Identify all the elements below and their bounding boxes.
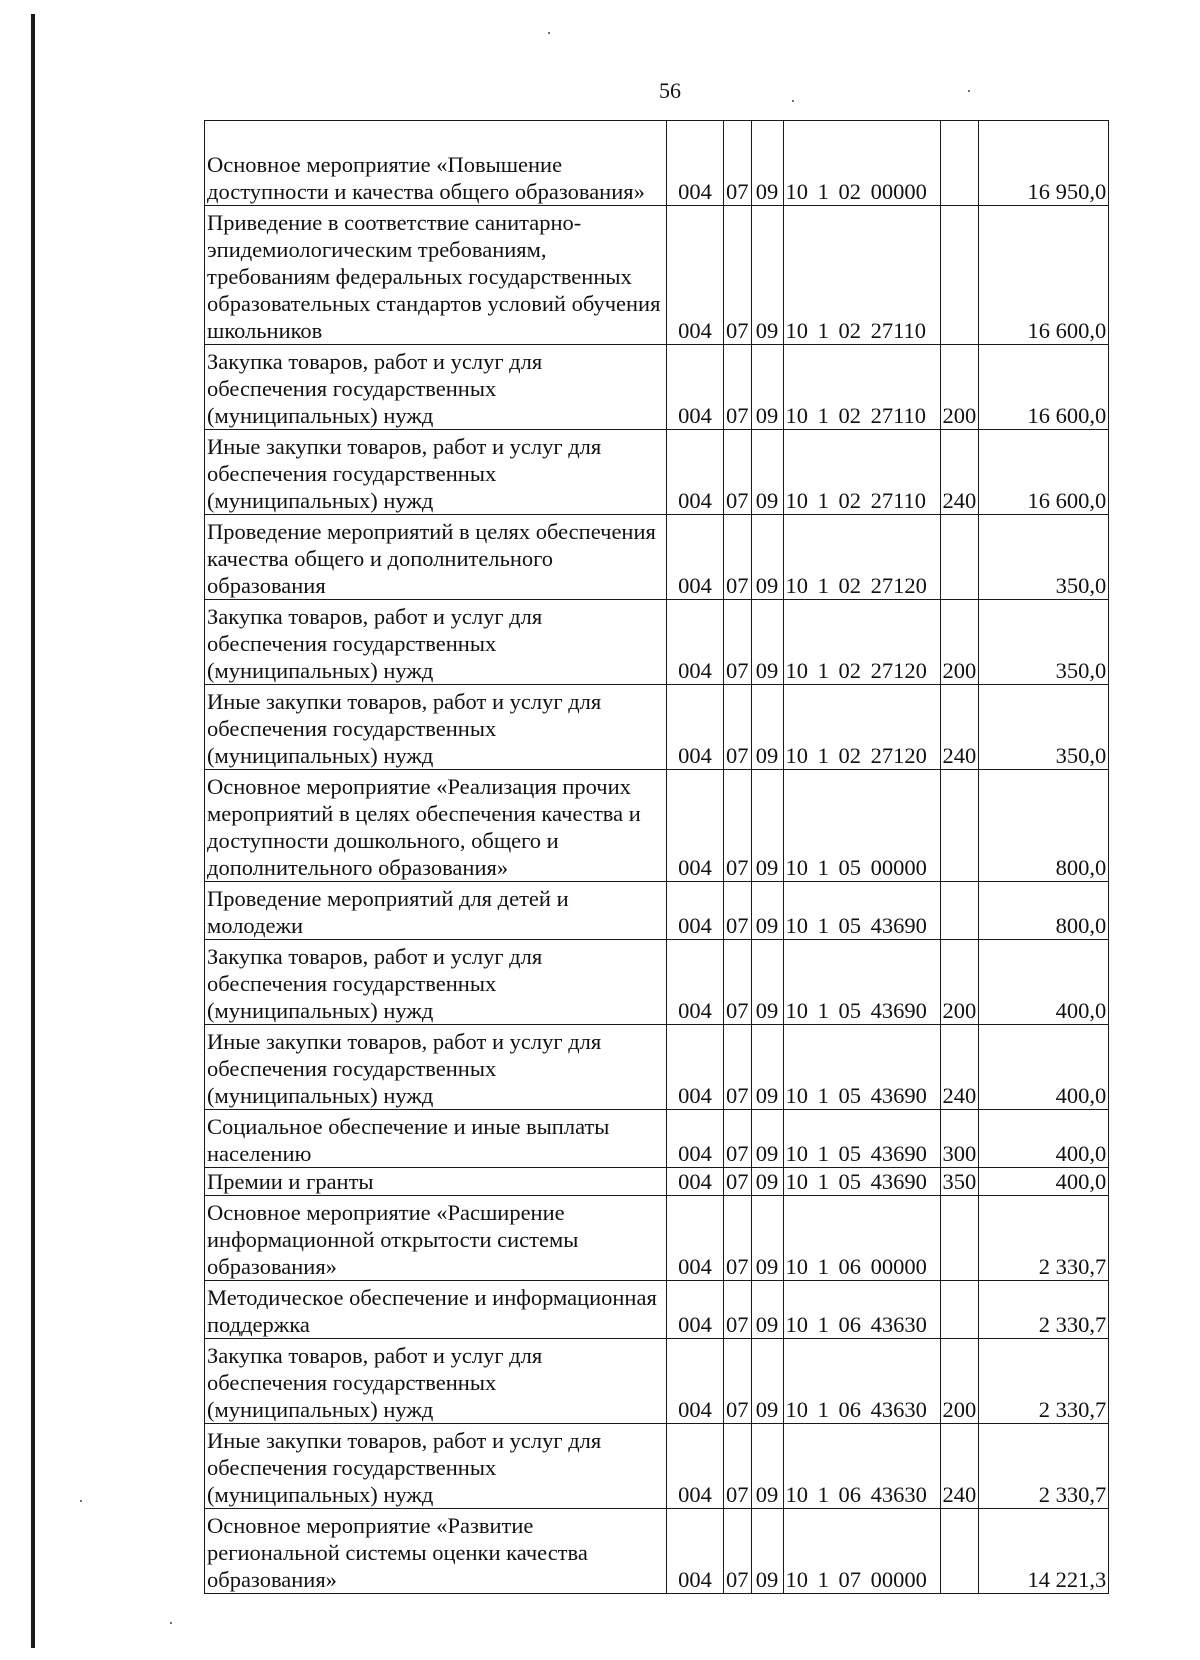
section-code: 07 [724, 1168, 752, 1196]
expense-type-code: 240 [940, 685, 979, 770]
table-row [205, 1339, 1109, 1424]
target-item-code: 10 1 05 43690 [783, 1110, 940, 1168]
section-code: 07 [724, 345, 752, 430]
amount: 350,0 [979, 600, 1109, 685]
row-name: Основное мероприятие «Расширение информационной открытости системы образования» [205, 1196, 667, 1281]
expense-type-code: 240 [940, 1025, 979, 1110]
expense-type-code [940, 770, 979, 882]
target-item-code: 10 1 05 43690 [783, 1025, 940, 1110]
section-code: 07 [724, 940, 752, 1025]
amount: 14 221,3 [979, 1509, 1109, 1594]
amount: 350,0 [979, 685, 1109, 770]
target-item-code: 10 1 05 43690 [783, 882, 940, 940]
section-code: 07 [724, 882, 752, 940]
amount: 800,0 [979, 882, 1109, 940]
grbs-code: 004 [667, 121, 724, 206]
amount: 16 600,0 [979, 206, 1109, 345]
target-item-code: 10 1 02 27120 [783, 600, 940, 685]
subsection-code: 09 [751, 1281, 783, 1339]
table-row [205, 430, 1109, 515]
target-item-code: 10 1 06 00000 [783, 1196, 940, 1281]
section-code: 07 [724, 1509, 752, 1594]
grbs-code: 004 [667, 430, 724, 515]
target-item-code: 10 1 06 43630 [783, 1339, 940, 1424]
amount: 16 950,0 [979, 121, 1109, 206]
row-name: Закупка товаров, работ и услуг для обеспечения государственных (муниципальных) нужд [205, 1339, 667, 1424]
target-item-code: 10 1 02 27110 [783, 345, 940, 430]
grbs-code: 004 [667, 1424, 724, 1509]
target-item-code: 10 1 02 27120 [783, 685, 940, 770]
amount: 350,0 [979, 515, 1109, 600]
table-row [205, 600, 1109, 685]
amount: 16 600,0 [979, 430, 1109, 515]
table-row [205, 1281, 1109, 1339]
expense-type-code: 200 [940, 940, 979, 1025]
target-item-code: 10 1 06 43630 [783, 1424, 940, 1509]
subsection-code: 09 [751, 1424, 783, 1509]
section-code: 07 [724, 1110, 752, 1168]
section-code: 07 [724, 685, 752, 770]
grbs-code: 004 [667, 1281, 724, 1339]
subsection-code: 09 [751, 882, 783, 940]
expense-type-code [940, 121, 979, 206]
table-row [205, 345, 1109, 430]
amount: 800,0 [979, 770, 1109, 882]
row-name: Основное мероприятие «Повышение доступности и качества общего образования» [205, 121, 667, 206]
grbs-code: 004 [667, 515, 724, 600]
row-name: Основное мероприятие «Развитие региональной системы оценки качества образования» [205, 1509, 667, 1594]
target-item-code: 10 1 02 00000 [783, 121, 940, 206]
page-number: 56 [659, 78, 681, 103]
subsection-code: 09 [751, 1196, 783, 1281]
row-name: Проведение мероприятий для детей и молодежи [205, 882, 667, 940]
subsection-code: 09 [751, 685, 783, 770]
table-row [205, 121, 1109, 206]
amount: 400,0 [979, 1168, 1109, 1196]
expense-type-code: 200 [940, 345, 979, 430]
amount: 400,0 [979, 1025, 1109, 1110]
table-row [205, 1168, 1109, 1196]
grbs-code: 004 [667, 1509, 724, 1594]
expense-type-code [940, 206, 979, 345]
amount: 16 600,0 [979, 345, 1109, 430]
scan-speck [170, 1622, 172, 1624]
row-name: Иные закупки товаров, работ и услуг для обеспечения государственных (муниципальных) нужд [205, 1025, 667, 1110]
target-item-code: 10 1 05 43690 [783, 1168, 940, 1196]
budget-table [204, 120, 1109, 1594]
table-row [205, 1509, 1109, 1594]
row-name: Иные закупки товаров, работ и услуг для обеспечения государственных (муниципальных) нужд [205, 1424, 667, 1509]
row-name: Закупка товаров, работ и услуг для обеспечения государственных (муниципальных) нужд [205, 940, 667, 1025]
amount: 400,0 [979, 940, 1109, 1025]
target-item-code: 10 1 05 43690 [783, 940, 940, 1025]
section-code: 07 [724, 515, 752, 600]
grbs-code: 004 [667, 206, 724, 345]
subsection-code: 09 [751, 430, 783, 515]
table-row [205, 882, 1109, 940]
subsection-code: 09 [751, 770, 783, 882]
grbs-code: 004 [667, 770, 724, 882]
row-name: Социальное обеспечение и иные выплаты населению [205, 1110, 667, 1168]
row-name: Иные закупки товаров, работ и услуг для обеспечения государственных (муниципальных) нужд [205, 430, 667, 515]
row-name: Методическое обеспечение и информационная поддержка [205, 1281, 667, 1339]
scan-speck [548, 32, 550, 34]
page-binding-edge [31, 14, 35, 1648]
subsection-code: 09 [751, 1110, 783, 1168]
expense-type-code [940, 882, 979, 940]
target-item-code: 10 1 06 43630 [783, 1281, 940, 1339]
expense-type-code [940, 1196, 979, 1281]
table-row [205, 1025, 1109, 1110]
row-name: Проведение мероприятий в целях обеспечения качества общего и дополнительного образования [205, 515, 667, 600]
section-code: 07 [724, 1025, 752, 1110]
target-item-code: 10 1 02 27110 [783, 430, 940, 515]
grbs-code: 004 [667, 1168, 724, 1196]
section-code: 07 [724, 770, 752, 882]
section-code: 07 [724, 1339, 752, 1424]
section-code: 07 [724, 1281, 752, 1339]
scan-speck [80, 1500, 82, 1502]
row-name: Приведение в соответствие санитарно-эпидемиологическим требованиям, требованиям федеральных государственных образовательных стандартов условий обучения школьников [205, 206, 667, 345]
subsection-code: 09 [751, 1339, 783, 1424]
target-item-code: 10 1 07 00000 [783, 1509, 940, 1594]
grbs-code: 004 [667, 1025, 724, 1110]
expense-type-code [940, 515, 979, 600]
subsection-code: 09 [751, 206, 783, 345]
subsection-code: 09 [751, 600, 783, 685]
amount: 2 330,7 [979, 1424, 1109, 1509]
subsection-code: 09 [751, 515, 783, 600]
row-name: Закупка товаров, работ и услуг для обеспечения государственных (муниципальных) нужд [205, 600, 667, 685]
target-item-code: 10 1 02 27110 [783, 206, 940, 345]
expense-type-code: 240 [940, 430, 979, 515]
expense-type-code: 200 [940, 1339, 979, 1424]
grbs-code: 004 [667, 1110, 724, 1168]
subsection-code: 09 [751, 940, 783, 1025]
grbs-code: 004 [667, 1339, 724, 1424]
subsection-code: 09 [751, 1168, 783, 1196]
subsection-code: 09 [751, 1509, 783, 1594]
section-code: 07 [724, 600, 752, 685]
grbs-code: 004 [667, 685, 724, 770]
expense-type-code: 200 [940, 600, 979, 685]
grbs-code: 004 [667, 882, 724, 940]
table-row [205, 1424, 1109, 1509]
grbs-code: 004 [667, 940, 724, 1025]
section-code: 07 [724, 206, 752, 345]
section-code: 07 [724, 1424, 752, 1509]
expense-type-code [940, 1509, 979, 1594]
table-row [205, 685, 1109, 770]
amount: 400,0 [979, 1110, 1109, 1168]
expense-type-code: 240 [940, 1424, 979, 1509]
row-name: Иные закупки товаров, работ и услуг для обеспечения государственных (муниципальных) нужд [205, 685, 667, 770]
budget-table-body [205, 121, 1109, 1594]
amount: 2 330,7 [979, 1281, 1109, 1339]
row-name: Закупка товаров, работ и услуг для обеспечения государственных (муниципальных) нужд [205, 345, 667, 430]
table-row [205, 1196, 1109, 1281]
amount: 2 330,7 [979, 1196, 1109, 1281]
section-code: 07 [724, 121, 752, 206]
section-code: 07 [724, 1196, 752, 1281]
grbs-code: 004 [667, 600, 724, 685]
table-row [205, 515, 1109, 600]
target-item-code: 10 1 05 00000 [783, 770, 940, 882]
grbs-code: 004 [667, 1196, 724, 1281]
table-row [205, 206, 1109, 345]
expense-type-code [940, 1281, 979, 1339]
expense-type-code: 350 [940, 1168, 979, 1196]
table-row [205, 770, 1109, 882]
subsection-code: 09 [751, 1025, 783, 1110]
table-row [205, 940, 1109, 1025]
table-row [205, 1110, 1109, 1168]
amount: 2 330,7 [979, 1339, 1109, 1424]
row-name: Основное мероприятие «Реализация прочих мероприятий в целях обеспечения качества и доступности дошкольного, общего и дополнительного образования» [205, 770, 667, 882]
section-code: 07 [724, 430, 752, 515]
row-name: Премии и гранты [205, 1168, 667, 1196]
grbs-code: 004 [667, 345, 724, 430]
target-item-code: 10 1 02 27120 [783, 515, 940, 600]
subsection-code: 09 [751, 345, 783, 430]
subsection-code: 09 [751, 121, 783, 206]
expense-type-code: 300 [940, 1110, 979, 1168]
